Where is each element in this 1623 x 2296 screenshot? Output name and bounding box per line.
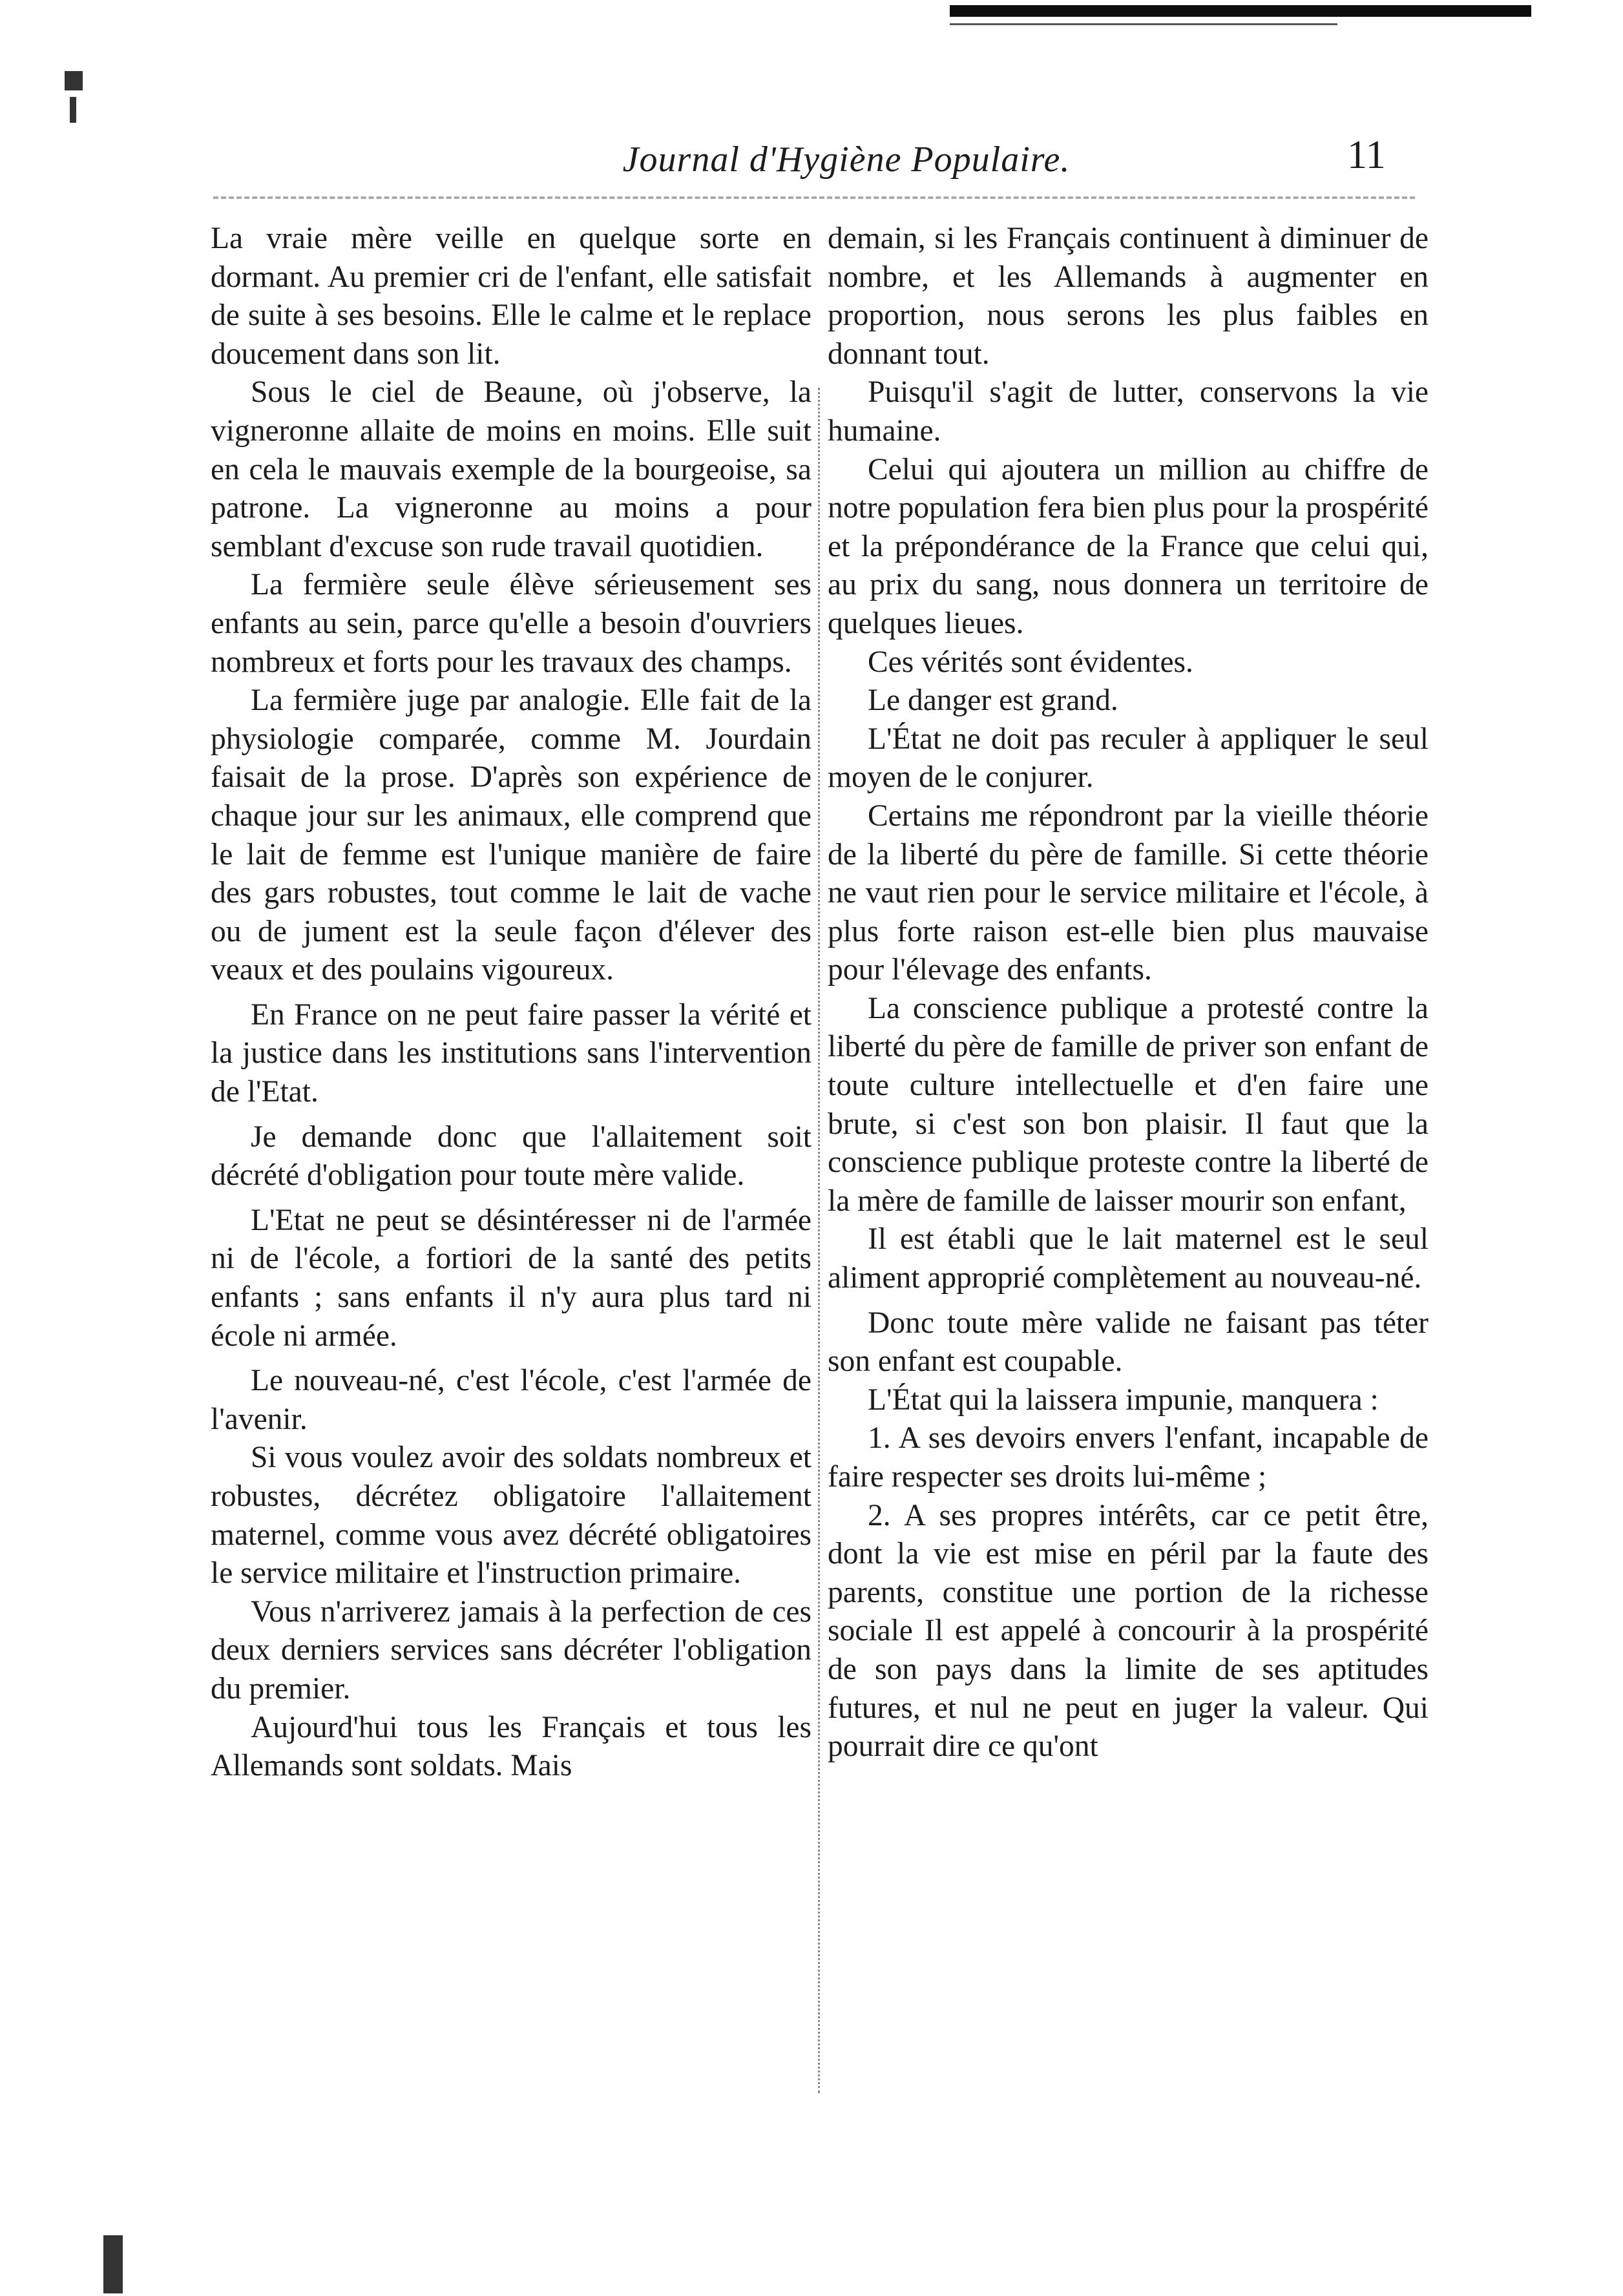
paragraph: Celui qui ajoutera un million au chiffre de notre population fera bien plus pour la prospérité et la prépondérance de la France que celui qui, au prix du sang, nous donnera un territoire de quelques lieues. xyxy=(828,452,1429,640)
paragraph: Aujourd'hui tous les Français et tous les Allemands sont soldats. Mais xyxy=(211,1710,812,1783)
paragraph: Si vous voulez avoir des soldats nombreux et robustes, décrétez obligatoire l'allaitement maternel, comme vous avez décrété obligatoires le service militaire et l'instruction primaire. xyxy=(211,1441,812,1591)
paragraph: La conscience publique a protesté contre la liberté du père de famille de priver son enfant de toute culture intellectuelle et d'en faire une brute, si c'est son bon plaisir. Il faut que la conscience publique proteste contre la liberté de la mère de famille de laisser mourir son enfant, xyxy=(828,991,1429,1218)
paragraph: Certains me répondront par la vieille théorie de la liberté du père de famille. Si cette théorie ne vaut rien pour le service militaire et l'école, à plus forte raison est-elle bien plus mauvaise pour l'élevage des enfants. xyxy=(828,798,1429,987)
paragraph: demain, si les Français continuent à diminuer de nombre, et les Allemands à augmenter en proportion, nous serons les plus faibles en donnant tout. xyxy=(828,222,1429,371)
paragraph: La fermière juge par analogie. Elle fait de la physiologie comparée, comme M. Jourdain faisait de la prose. D'après son expérience de chaque jour sur les animaux, elle comprend que le lait de femme est l'unique manière de faire des gars robustes, tout comme le lait de vache ou de jument est la seule façon d'élever des veaux et des poulains vigoureux. xyxy=(211,684,812,987)
paragraph: Puisqu'il s'agit de lutter, conservons la vie humaine. xyxy=(828,375,1429,448)
paragraph: Donc toute mère valide ne faisant pas téter son enfant est coupable. xyxy=(828,1306,1429,1379)
paragraph: La fermière seule élève sérieusement ses enfants au sein, parce qu'elle a besoin d'ouvriers nombreux et forts pour les travaux des champs. xyxy=(211,568,812,679)
paragraph: Le nouveau-né, c'est l'école, c'est l'armée de l'avenir. xyxy=(211,1364,812,1436)
paragraph: L'État qui la laissera impunie, manquera : xyxy=(868,1383,1379,1417)
top-rule xyxy=(950,5,1531,17)
top-rule-thin xyxy=(950,23,1337,25)
left-column xyxy=(211,220,812,1786)
paragraph: 2. A ses propres intérêts, car ce petit être, dont la vie est mise en péril par la faute des parents, constitue une portion de la richesse sociale Il est appelé à concourir à la prospérité de son pays dans la limite de ses aptitudes futures, et nul ne peut en juger la valeur. Qui pourrait dire ce qu'ont xyxy=(828,1498,1429,1764)
running-title: Journal d'Hygiène Populaire. xyxy=(622,140,1071,180)
margin-speck xyxy=(70,97,76,123)
paragraph: Le danger est grand. xyxy=(868,684,1118,718)
column-gutter xyxy=(818,388,822,2093)
paragraph: La vraie mère veille en quelque sorte en dormant. Au premier cri de l'enfant, elle satisfait de suite à ses besoins. Elle le calme et le replace doucement dans son lit. xyxy=(211,222,812,371)
margin-speck xyxy=(103,2235,123,2293)
paragraph: 1. A ses devoirs envers l'enfant, incapable de faire respecter ses droits lui-même ; xyxy=(828,1421,1429,1494)
paragraph: L'Etat ne peut se désintéresser ni de l'armée ni de l'école, a fortiori de la santé des petits enfants ; sans enfants il n'y aura plus tard ni école ni armée. xyxy=(211,1203,812,1353)
page-number: 11 xyxy=(1347,133,1386,177)
right-column xyxy=(828,220,1429,1766)
header-rule xyxy=(213,196,1415,199)
paragraph: Vous n'arriverez jamais à la perfection de ces deux derniers services sans décréter l'obligation du premier. xyxy=(211,1594,812,1706)
paragraph: Je demande donc que l'allaitement soit décrété d'obligation pour toute mère valide. xyxy=(211,1120,812,1193)
paragraph: Sous le ciel de Beaune, où j'observe, la vigneronne allaite de moins en moins. Elle suit en cela le mauvais exemple de la bourgeoise, sa patrone. La vigneronne au moins a pour semblant d'excuse son rude travail quotidien. xyxy=(211,375,812,563)
paragraph: L'État ne doit pas reculer à appliquer le seul moyen de le conjurer. xyxy=(828,722,1429,795)
paragraph: Ces vérités sont évidentes. xyxy=(868,645,1193,679)
margin-speck xyxy=(65,71,83,90)
paragraph: Il est établi que le lait maternel est le seul aliment approprié complètement au nouveau-né. xyxy=(828,1222,1429,1295)
paragraph: En France on ne peut faire passer la vérité et la justice dans les institutions sans l'intervention de l'Etat. xyxy=(211,997,812,1109)
